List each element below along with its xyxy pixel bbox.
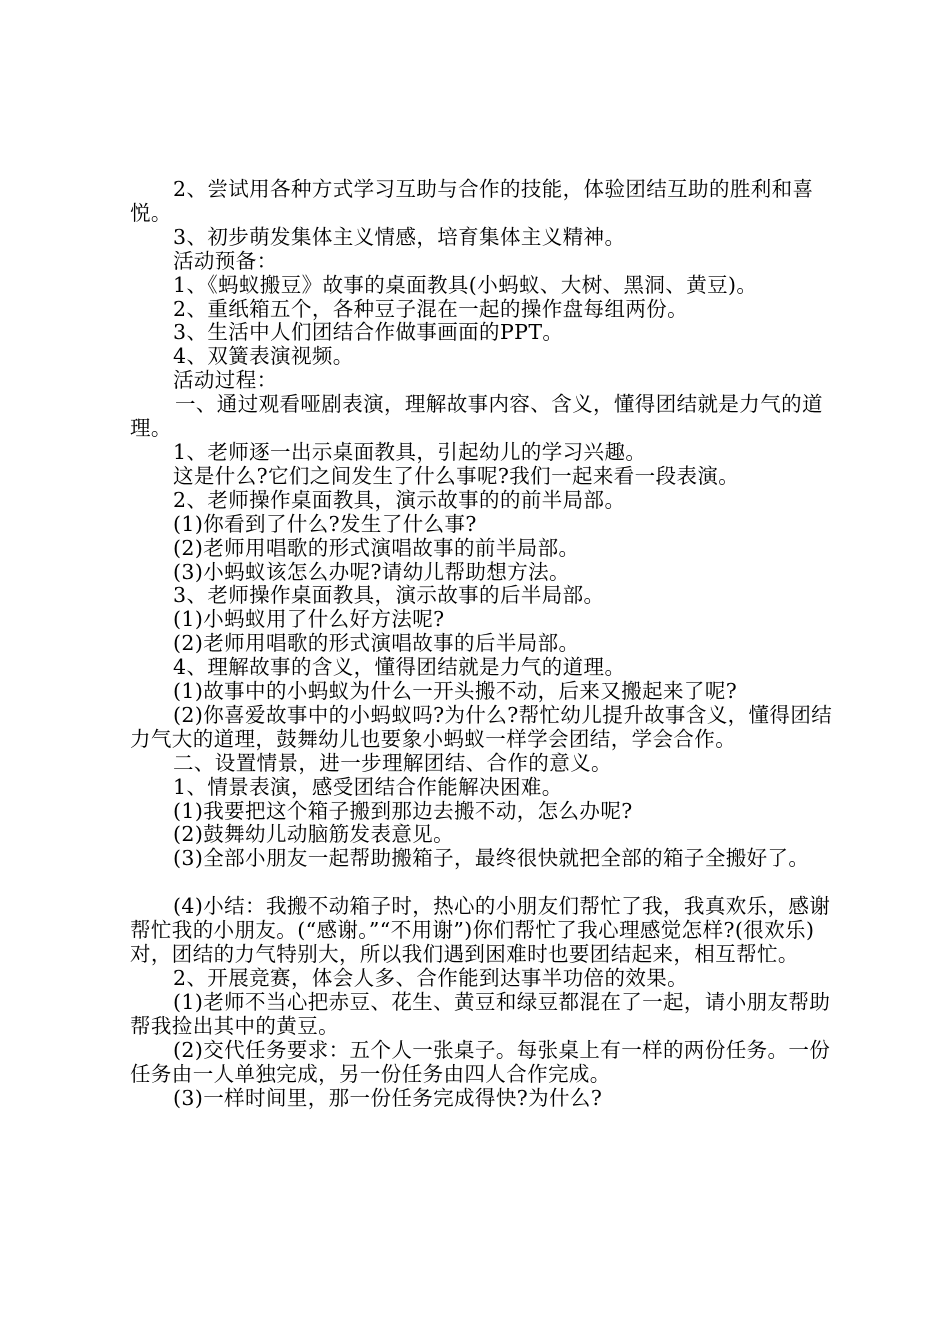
paragraph: 2、重纸箱五个，各种豆子混在一起的操作盘每组两份。 [173,296,689,321]
paragraph: (2)交代任务要求：五个人一张桌子。每张桌上有一样的两份任务。一份任务由一人单独完成，另一份任务由四人合作完成。 [130,1037,831,1086]
paragraph: 3、初步萌发集体主义情感，培育集体主义精神。 [173,224,626,249]
paragraph: 这是什么?它们之间发生了什么事呢?我们一起来看一段表演。 [173,463,740,488]
document-body [130,178,845,1110]
paragraph: (2)鼓舞幼儿动脑筋发表意见。 [173,822,455,847]
paragraph: 3、老师操作桌面教具，演示故事的后半局部。 [173,583,605,608]
paragraph: 4、理解故事的含义，懂得团结就是力气的道理。 [173,655,626,680]
section-heading: 活动预备： [173,248,278,273]
paragraph: 二、设置情景，进一步理解团结、合作的意义。 [173,750,612,775]
paragraph: 1、情景表演，感受团结合作能解决困难。 [173,774,563,799]
paragraph: 2、尝试用各种方式学习互助与合作的技能，体验团结互助的胜利和喜悦。 [130,177,814,225]
paragraph: (1)小蚂蚁用了什么好方法呢? [173,607,445,632]
paragraph: 3、生活中人们团结合作做事画面的PPT。 [173,320,564,345]
paragraph: (1)故事中的小蚂蚁为什么一开头搬不动，后来又搬起来了呢? [173,679,738,704]
paragraph: (1)老师不当心把赤豆、花生、黄豆和绿豆都混在了一起，请小朋友帮助帮我捡出其中的黄豆。 [130,989,831,1038]
paragraph-gap [130,871,845,895]
paragraph: 一、通过观看哑剧表演，理解故事内容、含义，懂得团结就是力气的道理。 [130,392,823,441]
section-heading: 活动过程： [173,368,278,393]
paragraph: (3)小蚂蚁该怎么办呢?请幼儿帮助想方法。 [173,559,570,584]
paragraph: (3)一样时间里，那一份任务完成得快?为什么? [173,1085,603,1110]
paragraph: 4、双簧表演视频。 [173,344,354,369]
paragraph: (1)我要把这个箱子搬到那边去搬不动，怎么办呢? [173,798,633,823]
paragraph: (3)全部小朋友一起帮助搬箱子，最终很快就把全部的箱子全搬好了。 [173,846,810,871]
paragraph: (2)老师用唱歌的形式演唱故事的前半局部。 [173,535,580,560]
paragraph: 1、《蚂蚁搬豆》故事的桌面教具(小蚂蚁、大树、黑洞、黄豆)。 [173,272,758,297]
paragraph: 2、开展竞赛，体会人多、合作能到达事半功倍的效果。 [173,966,689,990]
paragraph: (2)你喜爱故事中的小蚂蚁吗?为什么?帮忙幼儿提升故事含义，懂得团结力气大的道理，鼓舞幼儿也要象小蚂蚁一样学会团结，学会合作。 [130,702,833,751]
paragraph: 2、老师操作桌面教具，演示故事的的前半局部。 [173,487,626,512]
paragraph: (1)你看到了什么?发生了什么事? [173,511,477,536]
paragraph: (4)小结：我搬不动箱子时，热心的小朋友们帮忙了我，我真欢乐，感谢帮忙我的小朋友。(“感谢。”“不用谢”)你们帮忙了我心理感觉怎样?(很欢乐)对，团结的力气特别大，所以我们遇到困难时也要团结起来，相互帮忙。 [130,894,831,967]
paragraph: 1、老师逐一出示桌面教具，引起幼儿的学习兴趣。 [173,439,647,464]
paragraph: (2)老师用唱歌的形式演唱故事的后半局部。 [173,631,580,656]
